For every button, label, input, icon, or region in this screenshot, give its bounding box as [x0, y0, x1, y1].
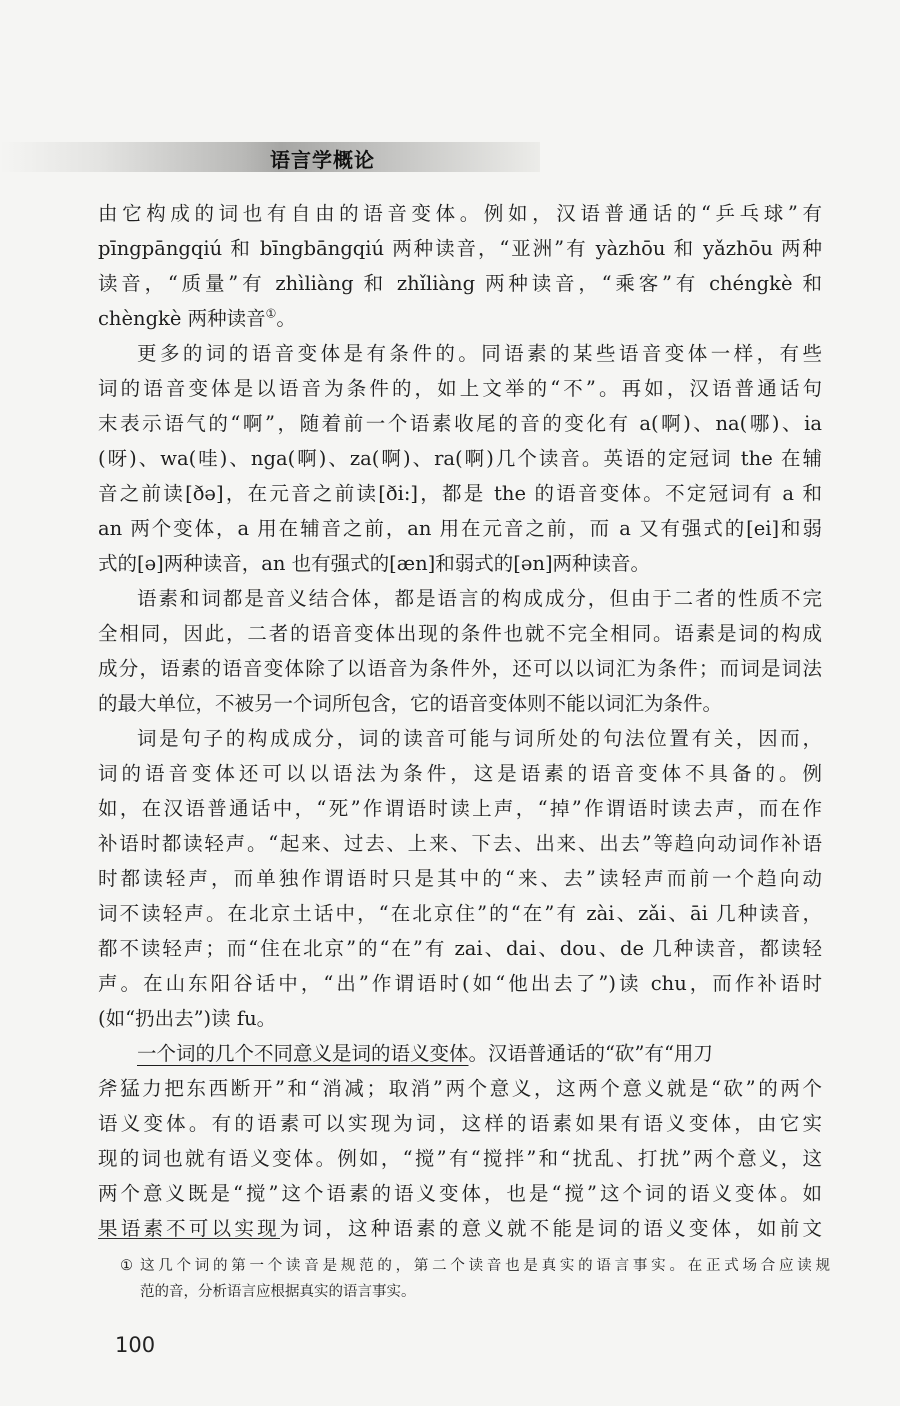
body-line-text: 。汉语普通话的“砍”有“用刀: [468, 1042, 713, 1065]
body-line: an 两个变体，a 用在辅音之前，an 用在元音之前，而 a 又有强式的[ei]和弱: [98, 517, 822, 540]
body-line: 词的语音变体是以语音为条件的，如上文举的“不”。再如，汉语普通话句: [98, 377, 822, 400]
body-line: (呀)、wa(哇)、nga(啊)、za(啊)、ra(啊)几个读音。英语的定冠词 the 在辅: [98, 447, 822, 470]
body-line: (如“扔出去”)读 fu。: [98, 1007, 277, 1030]
body-line-text: chèngkè 两种读音: [98, 307, 266, 330]
footnote-marker: ①: [120, 1258, 133, 1274]
footnote-separator: [98, 1238, 280, 1239]
body-line: 更多的词的语音变体是有条件的。同语素的某些语音变体一样，有些: [137, 342, 822, 365]
underlined-definition: 一个词的几个不同意义是词的语义变体: [137, 1042, 469, 1065]
body-line: [98, 1036, 822, 1071]
body-line: 式的[ə]两种读音，an 也有强式的[æn]和弱式的[ən]两种读音。: [98, 552, 651, 575]
footnote-reference[interactable]: ①: [265, 306, 277, 321]
body-line: 成分，语素的语音变体除了以语音为条件外，还可以以词汇为条件；而词是词法: [98, 657, 822, 680]
body-line: 斧猛力把东西断开”和“消减；取消”两个意义，这两个意义就是“砍”的两个: [98, 1077, 822, 1100]
body-line: 末表示语气的“啊”，随着前一个语素收尾的音的变化有 a(啊)、na(哪)、ia: [98, 412, 822, 435]
body-line: 由它构成的词也有自由的语音变体。例如，汉语普通话的“乒乓球”有: [98, 202, 822, 225]
body-text: [98, 196, 822, 1246]
footnote-line: 范的音，分析语言应根据真实的语言事实。: [140, 1284, 416, 1300]
body-line: 语素和词都是音义结合体，都是语言的构成成分，但由于二者的性质不完: [137, 587, 822, 610]
body-line: 两个意义既是“搅”这个语素的语义变体，也是“搅”这个词的语义变体。如: [98, 1182, 822, 1205]
body-line: 语义变体。有的语素可以实现为词，这样的语素如果有语义变体，由它实: [98, 1112, 822, 1135]
footnote: [120, 1253, 830, 1305]
body-line: 词是句子的构成成分，词的读音可能与词所处的句法位置有关，因而，: [137, 727, 822, 750]
body-line: 全相同，因此，二者的语音变体出现的条件也就不完全相同。语素是词的构成: [98, 622, 822, 645]
body-line: 词的语音变体还可以以语法为条件，这是语素的语音变体不具备的。例: [98, 762, 822, 785]
body-line: 都不读轻声；而“住在北京”的“在”有 zai、dai、dou、de 几种读音，都读轻: [98, 937, 822, 960]
body-line: 读音，“质量”有 zhìliàng 和 zhǐliàng 两种读音，“乘客”有 chéngkè 和: [98, 272, 822, 295]
body-line: 声。在山东阳谷话中，“出”作谓语时(如“他出去了”)读 chu，而作补语时: [98, 972, 822, 995]
body-line: 如，在汉语普通话中，“死”作谓语时读上声，“掉”作谓语时读去声，而在作: [98, 797, 822, 820]
body-line: 音之前读[ðə]，在元音之前读[ði:]，都是 the 的语音变体。不定冠词有 a 和: [98, 482, 822, 505]
body-line: chèngkè 两种读音①。: [98, 306, 296, 330]
page-number: 100: [115, 1333, 156, 1357]
body-line: 的最大单位，不被另一个词所包含，它的语音变体则不能以词汇为条件。: [98, 692, 723, 715]
body-line: 词不读轻声。在北京土话中，“在北京住”的“在”有 zài、zǎi、āi 几种读音，: [98, 902, 822, 925]
body-line: 果语素不可以实现为词，这种语素的意义就不能是词的语义变体，如前文: [98, 1217, 822, 1240]
footnote-line: 这几个词的第一个读音是规范的，第二个读音也是真实的语言事实。在正式场合应读规: [140, 1258, 830, 1274]
running-header-title: 语言学概论: [270, 148, 375, 172]
body-line: 现的词也就有语义变体。例如，“搅”有“搅拌”和“扰乱、打扰”两个意义，这: [98, 1147, 822, 1170]
body-line: 时都读轻声，而单独作谓语时只是其中的“来、去”读轻声而前一个趋向动: [98, 867, 822, 890]
body-line: 补语时都读轻声。“起来、过去、上来、下去、出来、出去”等趋向动词作补语: [98, 832, 822, 855]
body-line: pīngpāngqiú 和 bīngbāngqiú 两种读音，“亚洲”有 yàzhōu 和 yǎzhōu 两种: [98, 237, 822, 260]
